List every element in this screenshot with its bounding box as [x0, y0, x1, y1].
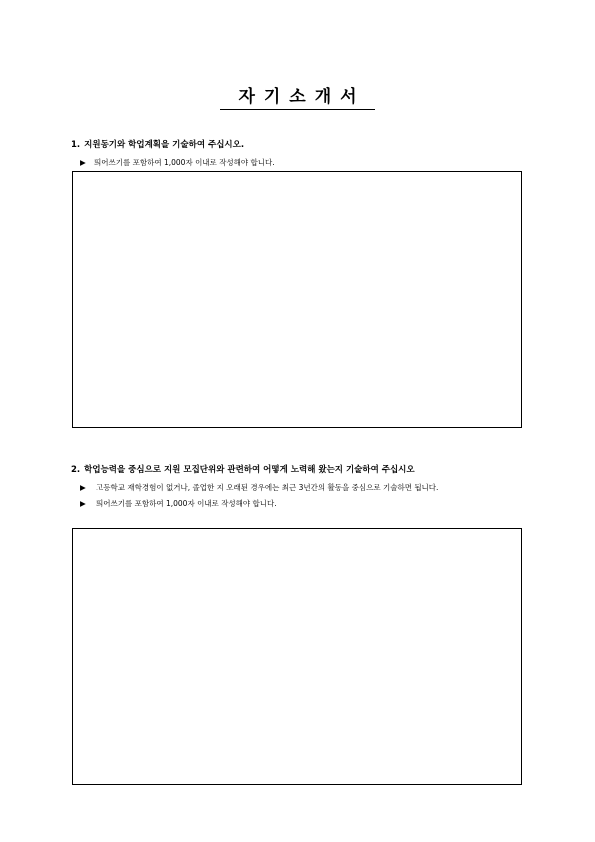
bullet-triangle-icon: ▶	[80, 158, 86, 167]
page-title: 자기소개서	[238, 87, 366, 107]
title-underline	[220, 109, 375, 110]
question-2-notes	[80, 480, 525, 512]
note-text: 띄어쓰기를 포함하여 1,000자 이내로 작성해야 합니다.	[96, 499, 277, 508]
question-2-note-2	[80, 496, 525, 512]
note-text: 띄어쓰기를 포함하여 1,000자 이내로 작성해야 합니다.	[94, 158, 275, 167]
question-2-number: 2.	[71, 465, 81, 475]
question-1-note-1	[80, 157, 275, 169]
question-1-number: 1.	[71, 140, 81, 150]
bullet-triangle-icon: ▶	[80, 499, 86, 508]
question-2-heading	[71, 464, 415, 476]
question-2-answer-box[interactable]	[72, 528, 522, 785]
question-2-text: 학업능력을 중심으로 지원 모집단위와 관련하여 어떻게 노력해 왔는지 기술하여 주십시오	[84, 465, 415, 475]
question-2-note-1	[80, 480, 525, 496]
question-1-heading	[71, 139, 244, 151]
question-1-text: 지원동기와 학업계획을 기술하여 주십시오.	[84, 140, 245, 150]
bullet-triangle-icon: ▶	[80, 483, 86, 492]
note-text: 고등학교 재학경험이 없거나, 졸업한 지 오래된 경우에는 최근 3년간의 활동을 중심으로 기술하면 됩니다.	[96, 483, 439, 492]
question-1-answer-box[interactable]	[72, 171, 522, 428]
